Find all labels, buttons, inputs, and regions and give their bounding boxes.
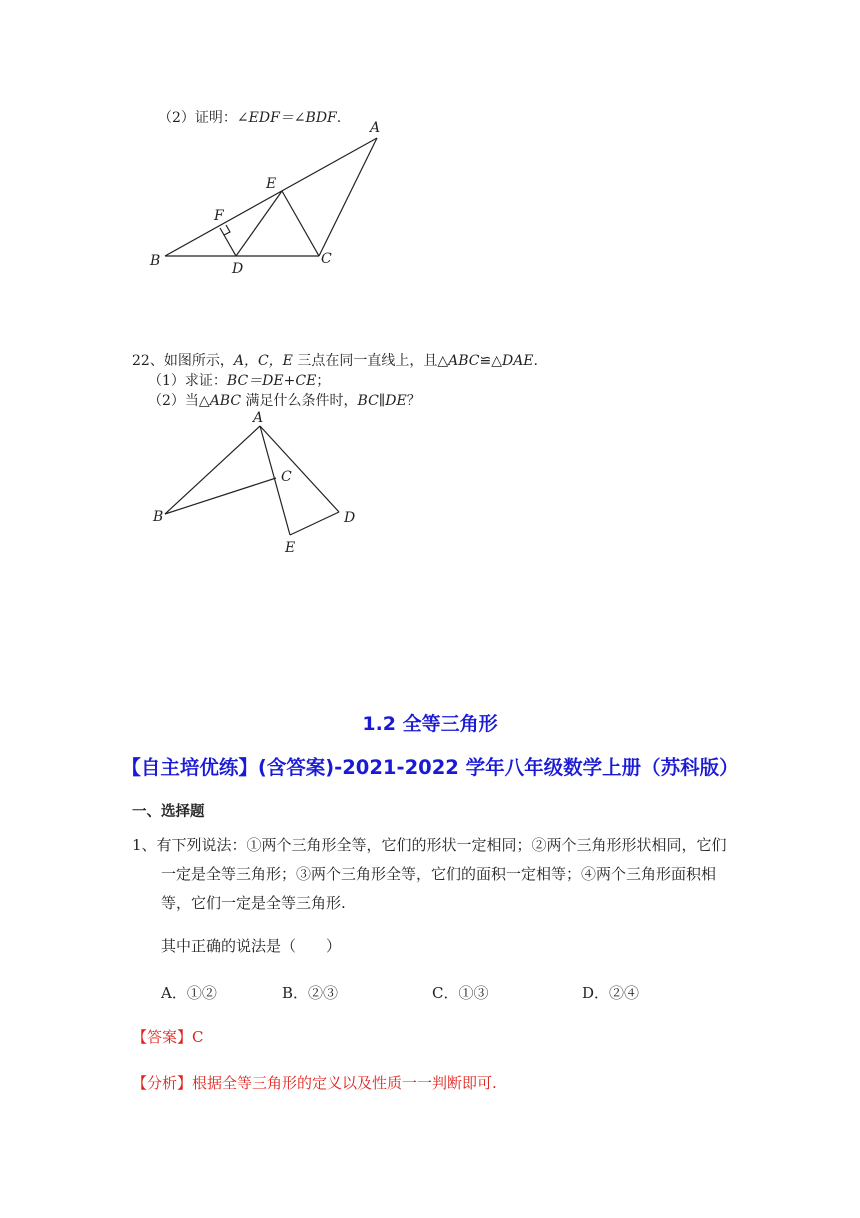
- q22-triangle-figure: [0, 400, 860, 570]
- segment-EC: [282, 191, 319, 256]
- label-B: B: [150, 253, 161, 269]
- q22-stem-tri1: ABC: [448, 353, 480, 369]
- option-a-text: ①②: [186, 984, 217, 1002]
- option-d-text: ②④: [609, 984, 640, 1002]
- q22-stem-tri2: DAE: [501, 353, 534, 369]
- segment-DF: [220, 228, 236, 256]
- option-b-text: ②③: [308, 984, 339, 1002]
- option-a: [161, 982, 217, 1003]
- option-d-letter: D．: [582, 984, 610, 1002]
- q22-stem: [132, 350, 538, 370]
- question1-line3: 等，它们一定是全等三角形.: [161, 894, 346, 912]
- q22-stem-points: A，C，E: [233, 353, 293, 369]
- q21-part2-prefix: （2）证明：: [158, 110, 237, 126]
- label-A: A: [370, 120, 381, 136]
- q22-number: 22、: [132, 353, 164, 369]
- section-heading: 一、选择题: [132, 804, 205, 820]
- label-E: E: [266, 176, 277, 192]
- right-angle-mark: [224, 225, 230, 235]
- q22-part1: [148, 370, 330, 390]
- q22-part2-end: ？: [406, 393, 421, 409]
- q22-stem-cong: ≌△: [479, 353, 502, 369]
- page-title: 1.2 全等三角形: [362, 713, 498, 735]
- segment-BA: [165, 138, 377, 256]
- option-a-letter: A．: [161, 984, 187, 1002]
- question1-line2: 一定是全等三角形；③两个三角形全等，它们的面积一定相等；④两个三角形面积相: [161, 865, 717, 883]
- q21-part2-end: .: [336, 110, 342, 126]
- label-C: C: [321, 251, 332, 267]
- label-B: B: [153, 509, 164, 525]
- q22-part2-tri: ABC: [209, 393, 242, 409]
- label-D: D: [344, 510, 356, 526]
- analysis-line: [132, 1072, 497, 1093]
- q22-part2-math: BC∥DE: [357, 393, 407, 409]
- option-c-text: ①③: [458, 984, 489, 1002]
- q22-stem-end: .: [533, 353, 538, 369]
- segment-ED: [290, 512, 339, 535]
- q22-part2-middle: 满足什么条件时，: [241, 393, 358, 409]
- label-D: D: [232, 261, 244, 277]
- label-F: F: [214, 208, 224, 224]
- q22-part2-prefix: （2）当△: [148, 393, 210, 409]
- q22-stem-middle: 三点在同一直线上，且△: [292, 353, 449, 369]
- q21-triangle-figure: [0, 0, 860, 300]
- analysis-value: 根据全等三角形的定义以及性质一一判断即可.: [192, 1074, 497, 1092]
- option-d: [582, 982, 639, 1003]
- answer-tag: 【答案】: [132, 1028, 193, 1046]
- question1-prompt: 其中正确的说法是（ ）: [161, 937, 342, 955]
- q21-part2-math: ∠EDF＝∠BDF: [236, 110, 337, 126]
- segment-AC: [319, 138, 377, 256]
- label-C: C: [281, 469, 292, 485]
- segment-AB: [165, 426, 260, 514]
- option-c: [432, 982, 489, 1003]
- analysis-tag: 【分析】: [132, 1074, 193, 1092]
- q22-stem-prefix: 如图所示，: [163, 353, 234, 369]
- answer-line: [132, 1026, 204, 1047]
- label-E: E: [285, 540, 296, 556]
- label-A: A: [253, 410, 264, 426]
- answer-value: C: [192, 1028, 204, 1046]
- option-b: [282, 982, 338, 1003]
- question1-line1: 1、有下列说法：①两个三角形全等，它们的形状一定相同；②两个三角形形状相同，它们: [132, 836, 727, 854]
- q22-part1-end: ；: [316, 373, 331, 389]
- q22-part1-prefix: （1）求证：: [148, 373, 227, 389]
- q22-part1-math: BC＝DE+CE: [226, 373, 317, 389]
- segment-BC: [165, 478, 276, 514]
- option-c-letter: C．: [432, 984, 459, 1002]
- segment-DE: [236, 191, 282, 256]
- option-b-letter: B．: [282, 984, 309, 1002]
- page-subtitle: 【自主培优练】(含答案)-2021-2022 学年八年级数学上册（苏科版）: [121, 756, 739, 779]
